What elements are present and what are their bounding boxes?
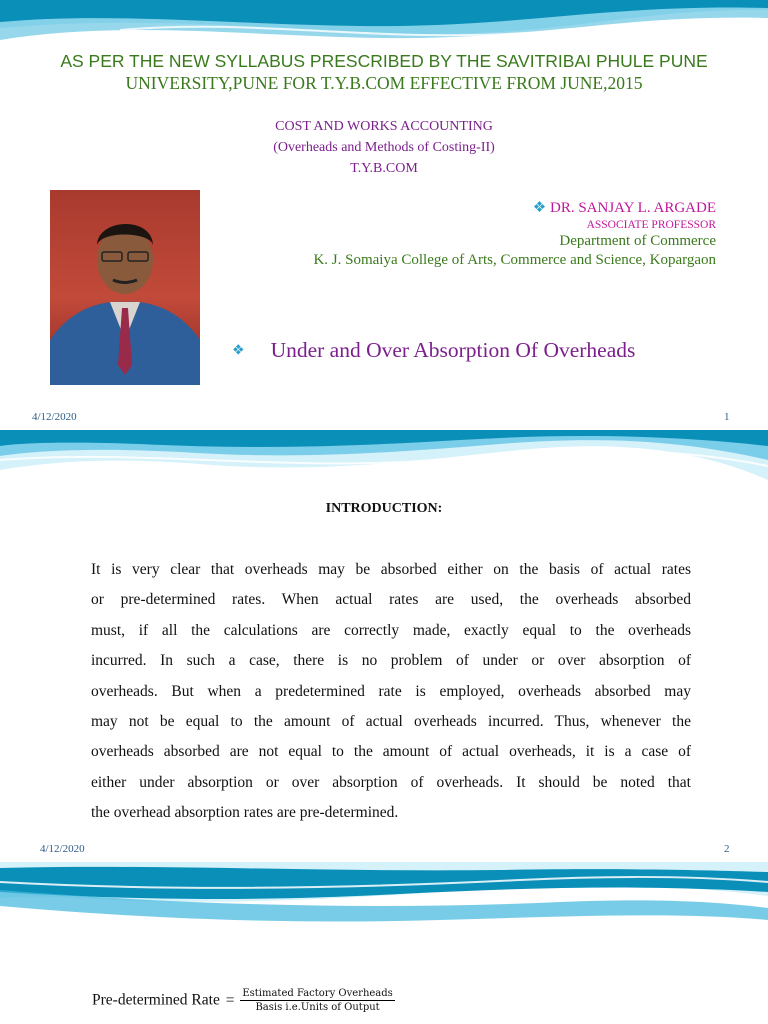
bullet-title: Under and Over Absorption Of Overheads [270, 338, 636, 362]
header-line-1: AS PER THE NEW SYLLABUS PRESCRIBED BY THE SAVITRIBAI PHULE PUNE [60, 51, 708, 71]
class-title: T.Y.B.COM [350, 161, 418, 176]
formula [92, 988, 395, 1013]
department: Department of Commerce [559, 233, 716, 249]
diamond-bullet-icon: ❖ [232, 342, 245, 359]
slide-2 [0, 430, 768, 862]
footer-date: 4/12/2020 [40, 843, 85, 855]
page-number: 1 [724, 411, 730, 423]
paragraph-line: overheads. But when a predetermined rate is employed, overheads absorbed may [91, 682, 691, 700]
intro-paragraph [91, 555, 691, 829]
author-designation: ASSOCIATE PROFESSOR [586, 219, 716, 231]
formula-numerator: Estimated Factory Overheads [242, 988, 393, 999]
paragraph-line: may not be equal to the amount of actual overheads incurred. Thus, whenever the [91, 713, 691, 731]
paragraph-line: the overhead absorption rates are pre-determined. [91, 804, 399, 822]
subject-title: COST AND WORKS ACCOUNTING [275, 119, 493, 134]
formula-label: Pre-determined Rate [92, 991, 220, 1009]
author-name: DR. SANJAY L. ARGADE [550, 200, 716, 216]
diamond-bullet-icon: ❖ [532, 198, 547, 216]
header-line-2: UNIVERSITY,PUNE FOR T.Y.B.COM EFFECTIVE FROM JUNE,2015 [125, 73, 643, 93]
footer-date: 4/12/2020 [32, 411, 77, 423]
paragraph-line: overheads absorbed are not equal to the amount of actual overheads, it is a case of [91, 743, 691, 761]
slide-3 [0, 862, 768, 1024]
paragraph-line: It is very clear that overheads may be absorbed either on the basis of actual rates [91, 561, 691, 578]
formula-denominator: Basis i.e.Units of Output [255, 1002, 380, 1013]
wave-banner-icon [0, 862, 768, 942]
paragraph-line: or pre-determined rates. When actual rates are used, the overheads absorbed [91, 591, 691, 609]
equals-sign: = [225, 991, 235, 1009]
paragraph-line: incurred. In such a case, there is no problem of under or over absorption of [91, 652, 691, 670]
college-name: K. J. Somaiya College of Arts, Commerce and Science, Kopargaon [313, 252, 716, 268]
slide-1 [0, 0, 768, 430]
author-photo [50, 190, 200, 385]
page-number: 2 [724, 843, 730, 855]
topic-title: (Overheads and Methods of Costing-II) [273, 140, 495, 155]
formula-fraction [240, 988, 394, 1013]
paragraph-line: either under absorption or over absorption of overheads. It should be noted that [91, 773, 691, 791]
section-heading: INTRODUCTION: [325, 501, 443, 516]
paragraph-line: must, if all the calculations are correctly made, exactly equal to the overheads [91, 621, 691, 639]
wave-banner-icon [0, 430, 768, 494]
